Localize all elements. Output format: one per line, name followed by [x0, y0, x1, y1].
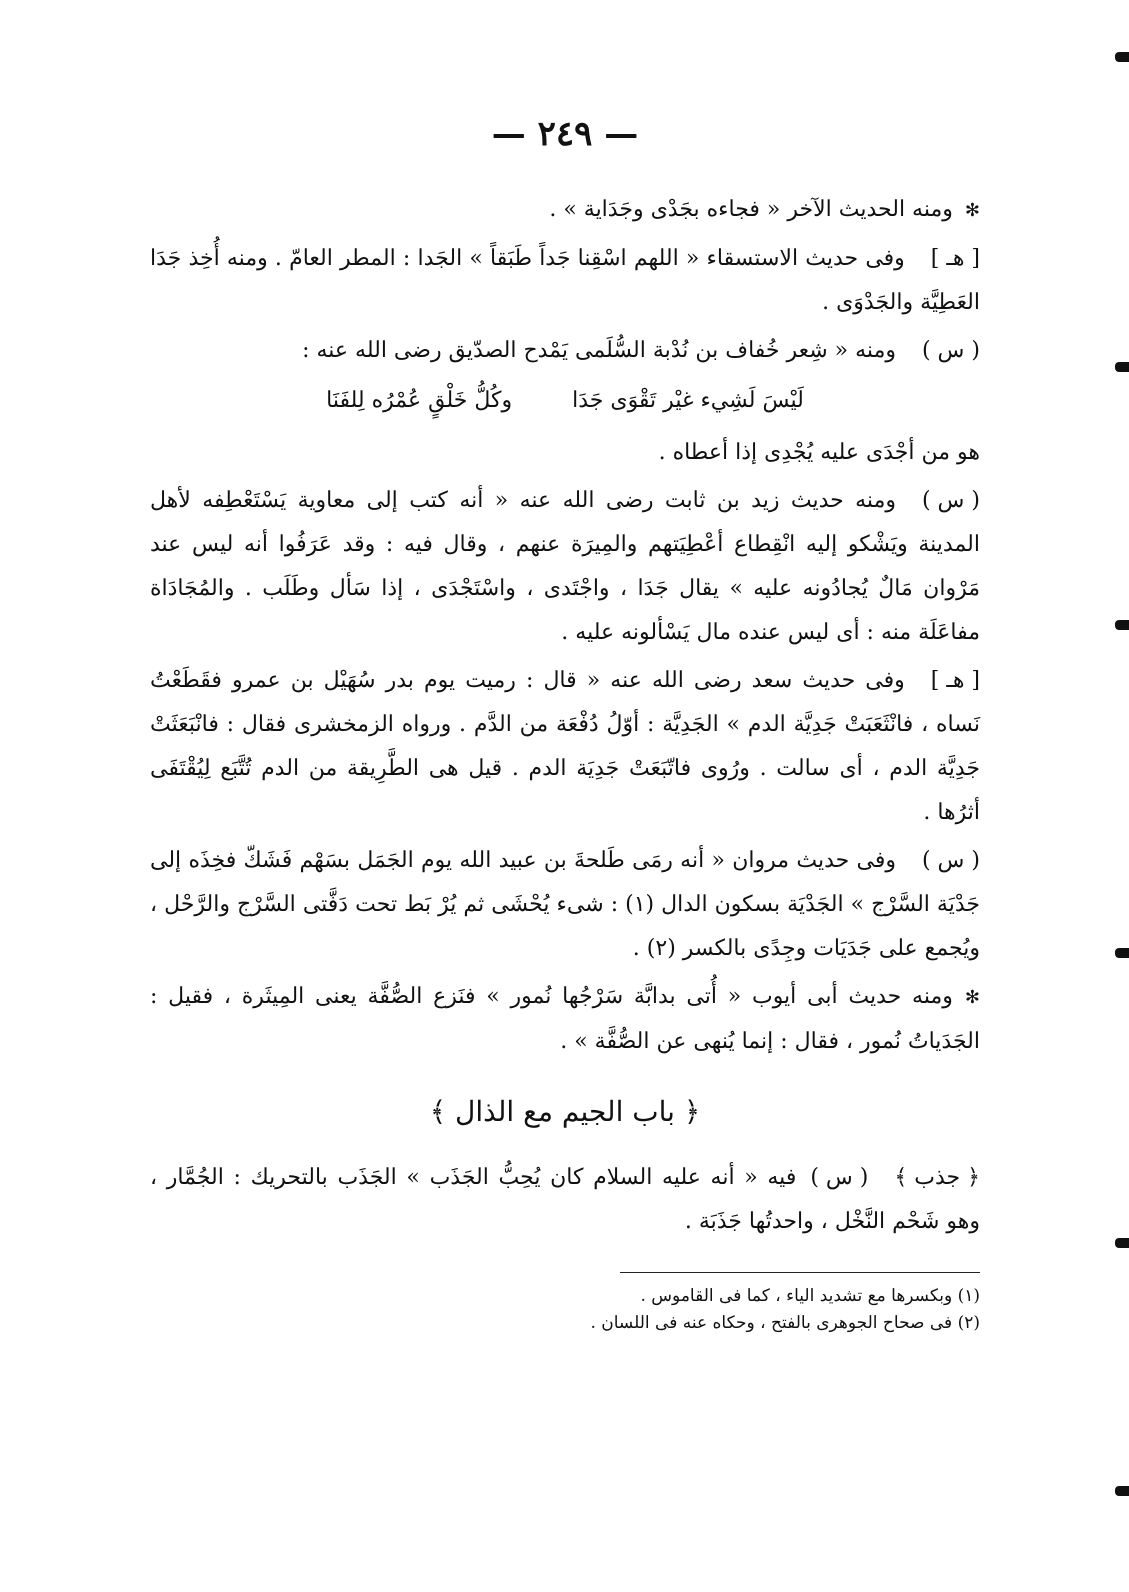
source-tag: ( س ) [921, 848, 980, 873]
paragraph-text: ومنه الحديث الآخر « فجاءه بجَدْى وجَدَاية » . [549, 197, 953, 222]
asterisk-icon: ✻ [964, 200, 980, 221]
scan-edge-mark [1115, 1238, 1129, 1248]
paragraph [150, 659, 980, 835]
poetry-hemistich-2: وكُلُّ خَلْقٍ عُمْرُه لِلفَنَا [326, 388, 513, 413]
scan-edge-mark [1115, 52, 1129, 62]
paragraph [150, 188, 980, 233]
paragraph [150, 237, 980, 325]
paragraph [150, 329, 980, 373]
source-tag: ( س ) [921, 338, 980, 363]
document-page [150, 100, 980, 1337]
paragraph-text: ومنه حديث زيد بن ثابت رضى الله عنه « أنه كتب إلى معاوية يَسْتَعْطِفه لأهل المدينة ويَشْكو إليه انْقِطاع أعْطِيَتهم والمِيرَة عنهم ، وقال فيه : وقد عَرَفُوا أنه ليس عند مَرْوان مَالٌ يُجادُونه عليه » يقال جَدَا ، واجْتَدى ، واسْتَجْدَى ، إذا سَأل وطَلَب . والمُجَادَاة مفاعَلَة منه : أى ليس عنده مال يَسْألونه عليه . [150, 488, 980, 645]
paragraph-text: ومنه حديث أبى أيوب « أُتى بدابَّة سَرْجُها نُمور » فنَزع الصُّفَّة يعنى المِيثَرة ، فقيل : الجَدَياتُ نُمور ، فقال : إنما يُنهى عن الصُّفَّة » . [150, 984, 980, 1054]
poetry-verse [150, 377, 980, 425]
scan-edge-mark [1115, 1486, 1129, 1496]
page-number: — ٢٤٩ — [491, 114, 639, 154]
scan-edge-mark [1115, 948, 1129, 958]
source-tag: [ هـ ] [930, 668, 980, 693]
paragraph-text: ومنه « شِعر خُفاف بن نُدْبة السُّلَمى يَمْدح الصدّيق رضى الله عنه : [302, 338, 896, 363]
section-heading: ﴿ باب الجيم مع الذال ﴾ [429, 1095, 701, 1128]
paragraph-text: وفى حديث مروان « أنه رمَى طَلحةَ بن عبيد الله يوم الجَمَل بسَهْم فَشَكّ فخِذَه إلى جَدْيَة السَّرْج » الجَدْيَة بسكون الدال (١) : شىء يُحْشَى ثم يُرْ بَط تحت دَفَّتى السَّرْج والرَّحْل ، ويُجمع على جَدَيَات وجِدًى بالكسر (٢) . [150, 848, 980, 961]
footnote: (٢) فى صحاح الجوهرى بالفتح ، وحكاه عنه فى اللسان . [590, 1313, 980, 1333]
scan-edge-mark [1115, 620, 1129, 630]
scan-edge-mark [1115, 362, 1129, 372]
paragraph-text: وفى حديث الاستسقاء « اللهم اسْقِنا جَداً طَبَقاً » الجَدا : المطر العامّ . ومنه أُخِذ جَدَا العَطِيَّة والجَدْوَى . [150, 246, 980, 315]
paragraph-text: وفى حديث سعد رضى الله عنه « قال : رميت يوم بدر سُهَيْل بن عمرو فقَطَعْتُ نَساه ، فانْثَعَبَتْ جَدِيَّة الدم » الجَدِيَّة : أوّلُ دُفْعَة من الدَّم . ورواه الزمخشرى فقال : فانْبَعَثَتْ جَدِيَّة الدم ، أى سالت . ورُوى فاتّبَعَتْ جَدِيَة الدم . قيل هى الطَّرِيقة من الدم تُتَّبَع لِيُقْتَفَى أثرُها . [150, 668, 980, 825]
poetry-hemistich-1: لَيْسَ لَشِيء غيْر تَقْوَى جَدَا [572, 388, 804, 413]
paragraph [150, 431, 980, 475]
footnote: (١) وبكسرها مع تشديد الياء ، كما فى القاموس . [640, 1286, 980, 1306]
source-tag: ( س ) [810, 1165, 869, 1190]
asterisk-icon: ✻ [964, 987, 980, 1008]
paragraph [150, 839, 980, 971]
entry-headword: ﴿ جذب ﴾ [894, 1165, 980, 1190]
source-tag: [ هـ ] [930, 246, 980, 271]
source-tag: ( س ) [921, 488, 980, 513]
dictionary-entry [150, 1156, 980, 1244]
paragraph-text: هو من أجْدَى عليه يُجْدِى إذا أعطاه . [658, 440, 980, 465]
paragraph [150, 975, 980, 1064]
entry-text: فيه « أنه عليه السلام كان يُحِبُّ الجَذَب » الجَذَب بالتحريك : الجُمَّار ، وهو شَحْم النَّخْل ، واحدتُها جَذَبَة . [150, 1165, 980, 1234]
paragraph [150, 479, 980, 655]
footnote-divider [620, 1272, 980, 1273]
